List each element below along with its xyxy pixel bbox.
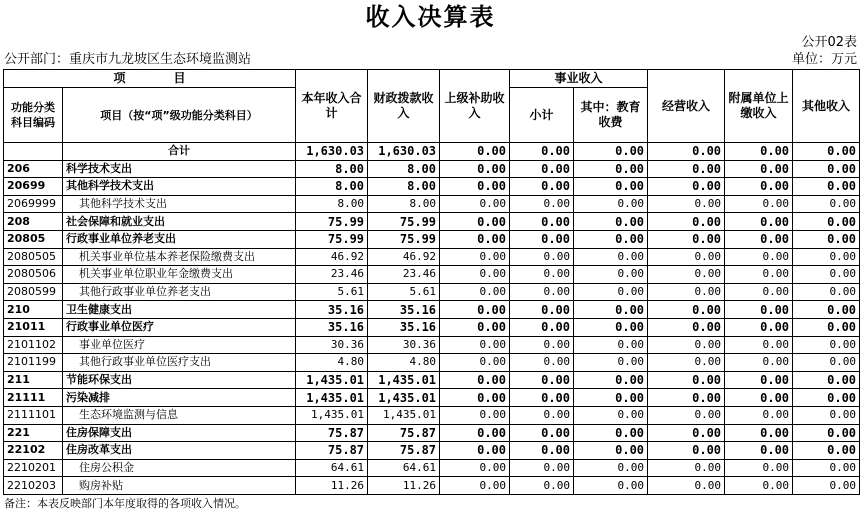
row-value: 0.00 [440,195,510,213]
row-value: 1,435.01 [368,406,440,424]
row-value: 0.00 [510,143,574,161]
row-name: 卫生健康支出 [63,301,296,319]
row-value: 0.00 [574,283,648,301]
row-value: 0.00 [725,424,793,442]
row-value: 64.61 [368,459,440,477]
row-value: 0.00 [793,178,860,196]
row-value: 0.00 [574,459,648,477]
row-value: 0.00 [725,248,793,266]
row-value: 0.00 [725,301,793,319]
table-row [4,230,860,248]
row-value: 0.00 [725,230,793,248]
row-value: 23.46 [368,266,440,284]
row-value: 0.00 [648,195,725,213]
row-value: 35.16 [296,318,368,336]
row-value: 0.00 [725,178,793,196]
table-row [4,318,860,336]
row-name: 机关事业单位基本养老保险缴费支出 [63,248,296,266]
item-group-header: 项 目 [4,70,296,88]
row-value: 0.00 [725,195,793,213]
row-value: 1,435.01 [368,371,440,389]
row-value: 0.00 [510,283,574,301]
row-value: 8.00 [368,195,440,213]
row-name: 事业单位医疗 [63,336,296,354]
education-header: 其中：教育收费 [574,88,648,143]
row-value: 0.00 [574,424,648,442]
row-value: 0.00 [510,424,574,442]
row-name: 住房保障支出 [63,424,296,442]
row-value: 0.00 [510,371,574,389]
row-value: 0.00 [648,318,725,336]
row-value: 5.61 [368,283,440,301]
row-value: 0.00 [440,442,510,460]
row-code: 2069999 [4,195,63,213]
business-income-header: 事业收入 [510,70,648,88]
form-number: 公开02表 [801,35,857,50]
row-name: 行政事业单位养老支出 [63,230,296,248]
row-value: 0.00 [510,195,574,213]
table-row [4,266,860,284]
row-code: 2210201 [4,459,63,477]
row-value: 0.00 [725,406,793,424]
row-value: 0.00 [510,477,574,495]
table-row [4,195,860,213]
row-value: 0.00 [725,213,793,231]
row-name: 其他科学技术支出 [63,178,296,196]
row-value: 8.00 [296,195,368,213]
department-label: 公开部门：重庆市九龙坡区生态环境监测站 [4,52,252,67]
row-value: 0.00 [574,195,648,213]
row-value: 30.36 [368,336,440,354]
row-value: 0.00 [440,318,510,336]
row-value: 0.00 [648,160,725,178]
table-row [4,371,860,389]
row-value: 0.00 [648,406,725,424]
row-value: 0.00 [793,143,860,161]
total-header: 本年收入合计 [296,70,368,143]
table-row [4,143,860,161]
row-value: 0.00 [510,459,574,477]
row-value: 0.00 [574,371,648,389]
row-value: 0.00 [510,160,574,178]
row-value: 1,435.01 [368,389,440,407]
row-value: 0.00 [440,459,510,477]
row-code: 2210203 [4,477,63,495]
row-value: 0.00 [574,354,648,372]
row-value: 0.00 [574,213,648,231]
row-value: 0.00 [440,230,510,248]
row-value: 75.87 [368,442,440,460]
row-value: 11.26 [296,477,368,495]
row-name: 生态环境监测与信息 [63,406,296,424]
row-value: 0.00 [440,178,510,196]
row-code: 22102 [4,442,63,460]
row-value: 46.92 [368,248,440,266]
row-value: 0.00 [510,266,574,284]
row-value: 0.00 [648,248,725,266]
table-row [4,283,860,301]
row-value: 0.00 [510,442,574,460]
row-value: 1,630.03 [296,143,368,161]
row-value: 0.00 [793,301,860,319]
row-code: 2080506 [4,266,63,284]
row-value: 75.99 [368,230,440,248]
row-code: 2080505 [4,248,63,266]
upper-subsidy-header: 上级补助收入 [440,70,510,143]
row-code: 20805 [4,230,63,248]
row-value: 0.00 [510,389,574,407]
row-value: 0.00 [793,248,860,266]
row-value: 4.80 [368,354,440,372]
table-row [4,459,860,477]
row-value: 0.00 [725,389,793,407]
row-value: 0.00 [725,143,793,161]
row-value: 0.00 [725,266,793,284]
row-value: 0.00 [574,406,648,424]
row-value: 0.00 [793,406,860,424]
report-title: 收入决算表 [365,3,496,31]
row-code: 20699 [4,178,63,196]
row-name: 污染减排 [63,389,296,407]
row-value: 0.00 [440,336,510,354]
row-value: 0.00 [648,459,725,477]
row-value: 0.00 [648,178,725,196]
affiliated-header: 附属单位上缴收入 [725,70,793,143]
row-value: 0.00 [793,283,860,301]
row-value: 8.00 [296,160,368,178]
row-value: 0.00 [648,477,725,495]
row-value: 0.00 [440,283,510,301]
row-value: 0.00 [574,389,648,407]
row-name: 购房补贴 [63,477,296,495]
unit-label: 单位：万元 [791,52,857,67]
row-value: 0.00 [725,354,793,372]
row-value: 0.00 [574,477,648,495]
fiscal-header: 财政拨款收入 [368,70,440,143]
row-value: 0.00 [725,318,793,336]
row-value: 0.00 [648,143,725,161]
table-row [4,213,860,231]
row-code: 210 [4,301,63,319]
subtotal-header: 小计 [510,88,574,143]
row-value: 0.00 [793,266,860,284]
row-code: 221 [4,424,63,442]
income-table [3,69,860,495]
row-value: 1,630.03 [368,143,440,161]
table-row [4,406,860,424]
row-value: 0.00 [793,459,860,477]
row-name: 住房改革支出 [63,442,296,460]
row-value: 0.00 [793,371,860,389]
row-value: 0.00 [574,160,648,178]
row-name: 社会保障和就业支出 [63,213,296,231]
row-value: 30.36 [296,336,368,354]
row-value: 8.00 [368,160,440,178]
row-value: 1,435.01 [296,406,368,424]
row-value: 46.92 [296,248,368,266]
row-value: 1,435.01 [296,371,368,389]
other-header: 其他收入 [793,70,860,143]
table-row [4,424,860,442]
row-value: 0.00 [793,354,860,372]
row-name: 节能环保支出 [63,371,296,389]
row-value: 64.61 [296,459,368,477]
row-value: 0.00 [574,336,648,354]
row-value: 0.00 [574,318,648,336]
row-value: 23.46 [296,266,368,284]
row-value: 0.00 [574,143,648,161]
row-code [4,143,63,161]
row-value: 0.00 [793,213,860,231]
row-code: 21011 [4,318,63,336]
table-row [4,248,860,266]
row-value: 0.00 [725,336,793,354]
row-value: 0.00 [648,213,725,231]
row-value: 0.00 [648,389,725,407]
row-value: 0.00 [574,230,648,248]
row-value: 0.00 [574,248,648,266]
row-value: 0.00 [793,424,860,442]
row-name: 其他行政事业单位医疗支出 [63,354,296,372]
row-value: 0.00 [440,406,510,424]
row-value: 0.00 [440,160,510,178]
row-value: 4.80 [296,354,368,372]
row-value: 75.99 [296,213,368,231]
operating-header: 经营收入 [648,70,725,143]
row-code: 2111101 [4,406,63,424]
row-value: 35.16 [368,318,440,336]
row-value: 75.99 [296,230,368,248]
row-value: 0.00 [793,336,860,354]
row-value: 0.00 [440,354,510,372]
row-code: 2080599 [4,283,63,301]
row-value: 0.00 [440,213,510,231]
row-value: 35.16 [296,301,368,319]
row-value: 35.16 [368,301,440,319]
row-value: 0.00 [648,442,725,460]
row-code: 208 [4,213,63,231]
row-value: 0.00 [440,301,510,319]
row-name: 行政事业单位医疗 [63,318,296,336]
table-row [4,301,860,319]
row-value: 0.00 [725,371,793,389]
row-code: 2101102 [4,336,63,354]
name-header: 项目（按“项”级功能分类科目） [63,88,296,143]
table-body [4,143,860,495]
row-value: 5.61 [296,283,368,301]
row-value: 0.00 [648,230,725,248]
row-value: 0.00 [510,336,574,354]
row-value: 0.00 [574,178,648,196]
row-value: 0.00 [793,318,860,336]
row-value: 0.00 [510,318,574,336]
table-row [4,354,860,372]
row-value: 8.00 [368,178,440,196]
table-row [4,336,860,354]
row-value: 0.00 [648,424,725,442]
row-value: 0.00 [440,143,510,161]
row-value: 0.00 [793,477,860,495]
row-value: 0.00 [440,477,510,495]
row-value: 0.00 [725,459,793,477]
row-value: 0.00 [440,424,510,442]
row-value: 0.00 [725,477,793,495]
row-value: 0.00 [574,301,648,319]
row-name: 其他行政事业单位养老支出 [63,283,296,301]
row-name: 科学技术支出 [63,160,296,178]
row-value: 75.87 [368,424,440,442]
row-name: 其他科学技术支出 [63,195,296,213]
row-value: 8.00 [296,178,368,196]
row-code: 21111 [4,389,63,407]
row-code: 211 [4,371,63,389]
row-value: 0.00 [440,371,510,389]
row-value: 0.00 [793,389,860,407]
table-row [4,477,860,495]
row-value: 0.00 [510,178,574,196]
row-value: 0.00 [648,336,725,354]
row-value: 0.00 [648,354,725,372]
row-value: 0.00 [648,283,725,301]
row-value: 0.00 [574,442,648,460]
row-value: 0.00 [793,230,860,248]
code-header: 功能分类科目编码 [4,88,63,143]
row-value: 0.00 [510,213,574,231]
row-value: 0.00 [510,301,574,319]
row-value: 0.00 [793,442,860,460]
row-value: 0.00 [440,389,510,407]
table-row [4,160,860,178]
row-code: 206 [4,160,63,178]
row-value: 0.00 [793,195,860,213]
row-value: 0.00 [440,248,510,266]
row-value: 0.00 [510,230,574,248]
row-value: 0.00 [793,160,860,178]
row-value: 0.00 [510,354,574,372]
row-value: 0.00 [510,248,574,266]
row-value: 0.00 [440,266,510,284]
row-value: 0.00 [648,371,725,389]
table-row [4,389,860,407]
row-value: 0.00 [725,160,793,178]
row-value: 0.00 [648,266,725,284]
row-value: 0.00 [725,283,793,301]
row-value: 0.00 [648,301,725,319]
row-value: 0.00 [510,406,574,424]
row-value: 75.87 [296,424,368,442]
footnote: 备注：本表反映部门本年度取得的各项收入情况。 [4,497,246,510]
table-row [4,178,860,196]
row-value: 0.00 [574,266,648,284]
row-value: 75.99 [368,213,440,231]
row-value: 75.87 [296,442,368,460]
row-value: 11.26 [368,477,440,495]
row-value: 0.00 [725,442,793,460]
row-value: 1,435.01 [296,389,368,407]
row-name: 合计 [63,143,296,161]
table-row [4,442,860,460]
row-name: 住房公积金 [63,459,296,477]
row-name: 机关事业单位职业年金缴费支出 [63,266,296,284]
row-code: 2101199 [4,354,63,372]
